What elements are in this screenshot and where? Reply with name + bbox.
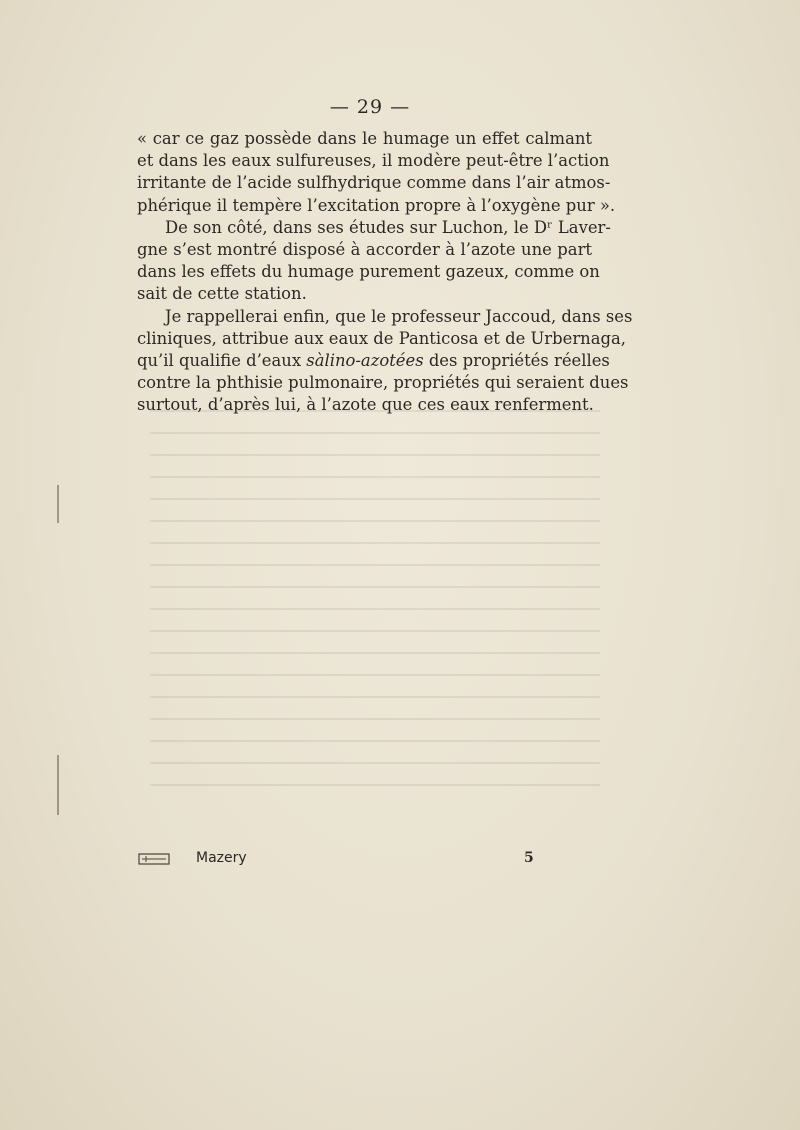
text-line: contre la phthisie pulmonaire, propriétés qui seraient dues: [137, 373, 629, 393]
text-line: « car ce gaz possède dans le humage un effet calmant: [137, 129, 592, 148]
text-line: cliniques, attribue aux eaux de Panticosa et de Urbernaga,: [137, 328, 626, 348]
text-line: irritante de l’acide sulfhydrique comme dans l’air atmos-: [137, 173, 611, 193]
body-text: [137, 128, 633, 417]
printer-mark-icon: [138, 852, 170, 866]
footer-signature-mark: 5: [524, 850, 534, 866]
footer-author-name: Mazery: [196, 850, 247, 866]
text-line: et dans les eaux sulfureuses, il modère peut-être l’action: [137, 151, 610, 171]
text-line-mixed: [137, 350, 610, 372]
text-line: dans les effets du humage purement gazeux, comme on: [137, 262, 600, 282]
text-line: De son côté, dans ses études sur Luchon, le Dʳ Laver-: [165, 217, 611, 237]
text-line: Je rappellerai enfin, que le professeur Jaccoud, dans ses: [165, 306, 633, 326]
paragraph-2: [137, 306, 633, 417]
paragraph-1: [137, 128, 616, 306]
bleed-through-text: [150, 410, 600, 830]
text-line: surtout, d’après lui, à l’azote que ces eaux renferment.: [137, 395, 594, 415]
page-footer: [138, 850, 538, 874]
text-line: phérique il tempère l’excitation propre à l’oxygène pur ».: [137, 195, 616, 215]
text-segment: qu’il qualifie d’eaux: [137, 351, 307, 371]
margin-mark-left-bottom: [57, 755, 59, 815]
text-line: sait de cette station.: [137, 284, 307, 304]
text-segment: des propriétés réelles: [423, 351, 610, 371]
italic-term: sàlino-azotées: [306, 351, 424, 371]
text-line: gne s’est montré disposé à accorder à l’azote une part: [137, 240, 592, 260]
page-number: — 29 —: [329, 96, 411, 118]
margin-mark-left-top: [57, 485, 59, 523]
